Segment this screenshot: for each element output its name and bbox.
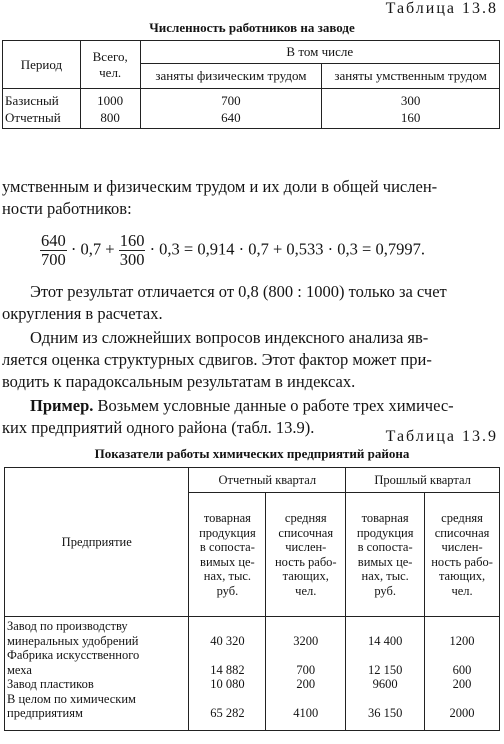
text-line: округления в расчетах. bbox=[2, 304, 163, 323]
total-column bbox=[80, 89, 140, 129]
header-line: списочная bbox=[278, 525, 334, 540]
text-line bbox=[30, 395, 454, 417]
table-label-13-8: Таблица 13.8 bbox=[385, 0, 498, 17]
enterprise-name: В целом по химическим bbox=[7, 691, 136, 706]
value-cell: 200 bbox=[452, 677, 472, 691]
header-period: Период bbox=[3, 41, 81, 89]
header-line: вимых це- bbox=[200, 554, 255, 569]
header-line: вимых це- bbox=[357, 554, 413, 569]
header-previous-quarter: Прошлый квартал bbox=[346, 468, 500, 493]
enterprise-name: Завод пластиков bbox=[7, 677, 94, 691]
header-commodity-current bbox=[189, 493, 266, 617]
table-label-13-9: Таблица 13.9 bbox=[385, 428, 498, 445]
header-line: чел. bbox=[295, 583, 317, 598]
row-mental: 300 bbox=[400, 92, 421, 108]
header-line: товарная bbox=[361, 511, 409, 525]
header-commodity-previous bbox=[346, 493, 425, 617]
header-line: списочная bbox=[434, 525, 490, 540]
value-cell: 3200 bbox=[293, 633, 319, 648]
header-line: в сопоста- bbox=[357, 540, 413, 554]
text-line: ляется оценка структурных сдвигов. Этот фактор может при- bbox=[2, 350, 432, 369]
table-13-9 bbox=[4, 467, 500, 731]
header-line: нах, тыс. bbox=[361, 569, 409, 583]
row-period: Базисный bbox=[5, 92, 59, 108]
mental-column bbox=[322, 89, 500, 129]
value-cell: 9600 bbox=[372, 677, 398, 691]
fraction bbox=[40, 232, 67, 269]
current-production-column bbox=[189, 617, 266, 731]
header-line: продукция bbox=[356, 525, 414, 540]
value-cell: 200 bbox=[296, 677, 316, 691]
text-line: умственным и физическим трудом и их доли в общей числен- bbox=[2, 177, 438, 196]
formula-part: · 0,7 + bbox=[70, 239, 115, 259]
fraction bbox=[119, 232, 146, 269]
value-cell: 12 150 bbox=[367, 662, 403, 677]
header-line: тающих, bbox=[438, 569, 486, 583]
value-cell: 14 882 bbox=[210, 662, 245, 677]
header-line: средняя bbox=[284, 511, 327, 525]
value-cell: 700 bbox=[296, 662, 316, 677]
row-physical: 700 bbox=[221, 92, 241, 108]
text-line: ности работников: bbox=[2, 199, 132, 218]
header-headcount-current bbox=[266, 493, 346, 617]
header-line: руб. bbox=[216, 583, 239, 598]
header-line: числен- bbox=[441, 540, 483, 554]
header-line: тающих, bbox=[282, 569, 329, 583]
physical-column bbox=[140, 89, 322, 129]
header-line: руб. bbox=[374, 583, 396, 598]
header-total-line1: Всего, bbox=[92, 48, 128, 64]
header-line: чел. bbox=[451, 583, 473, 598]
enterprise-name: Фабрика искусственного bbox=[7, 648, 140, 662]
header-line: в сопоста- bbox=[199, 540, 255, 554]
value-cell: 1200 bbox=[449, 633, 475, 648]
text-span: Возьмем условные данные о работе трех химичес- bbox=[97, 396, 454, 415]
enterprise-column bbox=[5, 617, 189, 731]
formula bbox=[40, 232, 425, 269]
text-line: водить к парадоксальным результатам в индексах. bbox=[2, 372, 356, 391]
header-line: числен- bbox=[285, 540, 327, 554]
enterprise-name: Завод по производству bbox=[7, 619, 128, 633]
header-total-line2: чел. bbox=[99, 64, 122, 80]
formula-part: · 0,3 = 0,914 · 0,7 + 0,533 · 0,3 = 0,7997. bbox=[149, 239, 425, 259]
text-line: Одним из сложнейших вопросов индексного анализа яв- bbox=[30, 328, 429, 347]
row-total: 800 bbox=[100, 109, 120, 125]
row-total: 1000 bbox=[97, 92, 124, 108]
value-cell: 36 150 bbox=[367, 706, 403, 720]
value-cell: 14 400 bbox=[367, 633, 403, 648]
header-physical: заняты физическим трудом bbox=[140, 64, 322, 89]
header-line: нах, тыс. bbox=[203, 569, 252, 583]
table-caption-13-8: Численность работников на заводе bbox=[149, 20, 355, 35]
header-current-quarter: Отчетный квартал bbox=[189, 468, 346, 493]
enterprise-name: минеральных удобрений bbox=[7, 633, 139, 648]
table-caption-13-9: Показатели работы химических предприятий района bbox=[94, 446, 410, 461]
header-line: ность рабо- bbox=[431, 554, 493, 569]
period-column bbox=[3, 89, 81, 129]
value-cell: 40 320 bbox=[210, 633, 245, 648]
header-including: В том числе bbox=[140, 41, 499, 64]
header-line: товарная bbox=[203, 511, 251, 525]
value-cell: 2000 bbox=[449, 706, 475, 720]
value-cell: 600 bbox=[452, 662, 472, 677]
enterprise-name: предприятиям bbox=[7, 706, 83, 720]
value-cell: 4100 bbox=[293, 706, 319, 720]
value-cell: 10 080 bbox=[210, 677, 245, 691]
fraction-numerator: 640 bbox=[41, 231, 66, 250]
header-headcount-previous bbox=[425, 493, 500, 617]
previous-production-column bbox=[346, 617, 425, 731]
previous-staff-column bbox=[425, 617, 500, 731]
table-13-8 bbox=[2, 40, 500, 129]
header-total bbox=[80, 41, 140, 89]
current-staff-column bbox=[266, 617, 346, 731]
enterprise-name: меха bbox=[7, 662, 32, 677]
header-line: средняя bbox=[441, 511, 483, 525]
header-line: продукция bbox=[199, 525, 256, 540]
example-label: Пример. bbox=[30, 396, 94, 415]
header-enterprise: Предприятие bbox=[5, 468, 189, 617]
value-cell: 65 282 bbox=[210, 706, 245, 720]
row-mental: 160 bbox=[400, 109, 421, 125]
header-line: ность рабо- bbox=[274, 554, 337, 569]
row-period: Отчетный bbox=[5, 109, 61, 125]
fraction-numerator: 160 bbox=[119, 231, 145, 250]
text-line: ких предприятий одного района (табл. 13.9). bbox=[2, 418, 315, 437]
fraction-denominator: 300 bbox=[119, 250, 145, 269]
fraction-denominator: 700 bbox=[41, 250, 66, 269]
header-mental: заняты умственным трудом bbox=[322, 64, 500, 89]
text-line: Этот результат отличается от 0,8 (800 : 1000) только за счет bbox=[30, 282, 447, 301]
row-physical: 640 bbox=[221, 109, 241, 125]
